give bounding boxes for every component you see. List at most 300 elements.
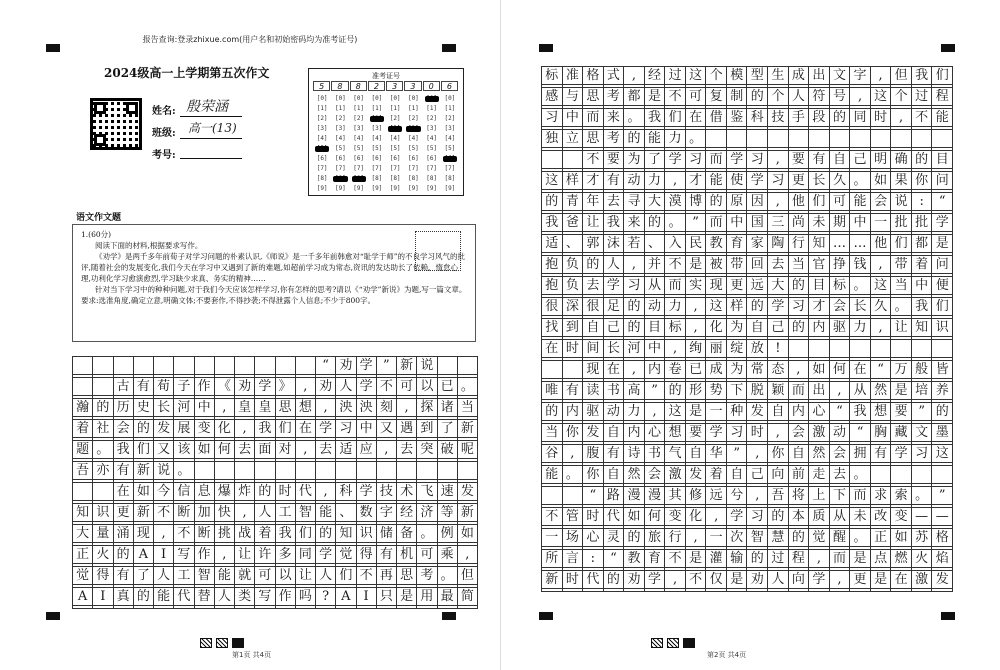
exam-id-bubble: [9] <box>426 185 438 192</box>
essay-grid-cell: 吾 <box>768 487 789 505</box>
exam-id-bubble: [6] <box>407 155 419 162</box>
essay-grid-row-gap <box>93 606 113 609</box>
essay-grid-cell: 不 <box>583 151 604 169</box>
essay-grid-cell: 经 <box>397 504 417 522</box>
essay-grid-cell: 发 <box>583 424 604 442</box>
exam-id-bubble: [5] <box>371 145 383 152</box>
essay-grid-cell: “ <box>316 357 336 375</box>
essay-grid-cell <box>276 357 296 375</box>
essay-grid-cell: 代 <box>296 483 316 501</box>
exam-id-bubble: [5] <box>444 145 456 152</box>
essay-grid-cell: 式 <box>604 67 625 85</box>
page-number: 第1页 共4页 <box>232 651 272 659</box>
essay-grid-cell: 皇 <box>235 399 255 417</box>
essay-grid-cell: “ <box>850 424 871 442</box>
essay-grid-cell: 就 <box>235 567 255 585</box>
essay-grid-cell: 泱 <box>357 399 377 417</box>
essay-grid-cell: : <box>912 193 933 211</box>
essay-grid-cell: 过 <box>665 67 686 85</box>
essay-grid-row-gap <box>296 606 316 609</box>
essay-grid-cell: 、 <box>563 235 584 253</box>
essay-grid-cell: 作 <box>195 378 215 396</box>
essay-grid-cell: 。 <box>438 567 458 585</box>
essay-grid-cell: 思 <box>583 88 604 106</box>
essay-grid-cell: 万 <box>891 361 912 379</box>
essay-grid-cell: , <box>624 361 645 379</box>
essay-grid-cell: 向 <box>768 466 789 484</box>
essay-grid-cell: 对 <box>276 441 296 459</box>
exam-id-bubble: [8] <box>353 175 365 182</box>
exam-id-bubbles <box>313 94 459 194</box>
essay-grid-row-gap <box>604 589 625 592</box>
essay-grid-cell: 有 <box>604 172 625 190</box>
essay-grid-cell: 瀚 <box>73 399 93 417</box>
exam-id-bubble: [2] <box>316 115 328 122</box>
essay-grid-cell: 劝 <box>336 357 356 375</box>
essay-grid-cell: 批 <box>912 214 933 232</box>
essay-grid-cell: “ <box>604 550 625 568</box>
essay-grid-cell: 考 <box>604 88 625 106</box>
essay-grid-cell: 大 <box>645 193 666 211</box>
essay-grid-cell: 信 <box>174 483 194 501</box>
essay-grid-cell: 态 <box>768 361 789 379</box>
essay-grid-cell: 原 <box>727 193 748 211</box>
exam-id-digit: 8 <box>331 81 348 91</box>
essay-grid-row-gap <box>624 589 645 592</box>
essay-grid-cell: ” <box>645 382 666 400</box>
essay-grid-cell: 是 <box>871 571 892 589</box>
essay-grid-cell: 在 <box>296 420 316 438</box>
essay-grid-cell: 一 <box>706 403 727 421</box>
essay-grid-cell: 知 <box>809 235 830 253</box>
essay-grid-cell: 。 <box>93 441 113 459</box>
essay-grid-cell: 亦 <box>93 462 113 480</box>
essay-grid-cell: 多 <box>276 546 296 564</box>
essay-grid-cell: 想 <box>665 424 686 442</box>
essay-grid-cell: 该 <box>174 441 194 459</box>
essay-grid-row-gap <box>397 606 417 609</box>
essay-grid-cell: A <box>73 588 93 606</box>
essay-grid-cell: 远 <box>747 277 768 295</box>
essay-grid-row-gap <box>235 606 255 609</box>
essay-grid-cell: 不 <box>542 508 563 526</box>
essay-grid-cell: 格 <box>583 67 604 85</box>
essay-grid-cell: 不 <box>686 571 707 589</box>
essay-grid-cell: 让 <box>296 567 316 585</box>
essay-grid-cell: 如 <box>809 361 830 379</box>
essay-grid-cell: 能 <box>645 130 666 148</box>
essay-grid-cell: , <box>215 399 235 417</box>
essay-grid-cell: 。 <box>891 298 912 316</box>
essay-grid-cell <box>850 130 871 148</box>
exam-id-bubble: [6] <box>389 155 401 162</box>
essay-grid-cell: 会 <box>871 193 892 211</box>
essay-grid-cell: 代 <box>604 508 625 526</box>
essay-grid-cell: 次 <box>727 529 748 547</box>
essay-grid-cell <box>747 130 768 148</box>
exam-id-bubble: [3] <box>353 125 365 132</box>
essay-grid-cell: 当 <box>789 256 810 274</box>
essay-grid-cell <box>563 487 584 505</box>
essay-grid-cell: ” <box>932 487 953 505</box>
essay-grid-cell: 们 <box>276 420 296 438</box>
essay-grid-cell: 更 <box>114 504 134 522</box>
essay-grid-cell: , <box>154 525 174 543</box>
essay-grid-cell: 去 <box>316 441 336 459</box>
essay-grid-cell: 去 <box>830 466 851 484</box>
essay-grid-cell: 发 <box>154 420 174 438</box>
essay-grid-cell: 驱 <box>583 403 604 421</box>
essay-grid-cell: 为 <box>727 319 748 337</box>
essay-grid-cell: 育 <box>727 235 748 253</box>
essay-grid-cell: 学 <box>255 378 275 396</box>
essay-grid-cell: 备 <box>397 525 417 543</box>
essay-grid-cell: 准 <box>563 67 584 85</box>
essay-grid-cell <box>789 340 810 358</box>
essay-grid-cell: 适 <box>336 441 356 459</box>
essay-grid-cell: 。 <box>174 462 194 480</box>
exam-id-bubble: [2] <box>444 115 456 122</box>
essay-grid-cell: 程 <box>789 550 810 568</box>
essay-grid-cell: 字 <box>850 67 871 85</box>
essay-grid-cell: 如 <box>624 508 645 526</box>
essay-grid-cell <box>276 462 296 480</box>
essay-grid-cell: 深 <box>563 298 584 316</box>
essay-grid-cell: 是 <box>891 382 912 400</box>
essay-grid-cell: 习 <box>727 424 748 442</box>
essay-grid-cell: 加 <box>195 504 215 522</box>
essay-grid-cell: 气 <box>665 445 686 463</box>
essay-grid-cell: 目 <box>809 277 830 295</box>
prompt-line-1: 阅读下面的材料,根据要求写作。 <box>95 241 203 250</box>
name-underline <box>180 116 242 117</box>
essay-grid-row-gap <box>789 589 810 592</box>
exam-id-bubble: [5] <box>353 145 365 152</box>
essay-grid-cell: 火 <box>912 550 933 568</box>
essay-grid-cell: 到 <box>563 319 584 337</box>
essay-grid-cell: … <box>830 235 851 253</box>
essay-grid-cell: 成 <box>706 361 727 379</box>
essay-grid-cell: 言 <box>563 550 584 568</box>
page-mark-boxes <box>200 638 244 648</box>
essay-grid-cell: 学 <box>768 298 789 316</box>
essay-grid-row-gap <box>563 589 584 592</box>
essay-grid-cell <box>438 357 458 375</box>
essay-grid-cell: 改 <box>871 508 892 526</box>
essay-grid-cell: 才 <box>583 172 604 190</box>
exam-id-digit: 5 <box>313 81 330 91</box>
essay-grid-cell: 现 <box>706 277 727 295</box>
essay-grid-cell: 拥 <box>850 445 871 463</box>
essay-grid-cell: 智 <box>296 504 316 522</box>
essay-grid-cell: 远 <box>706 487 727 505</box>
exam-id-bubble: [7] <box>353 165 365 172</box>
essay-grid-cell: 何 <box>645 508 666 526</box>
exam-id-bubble: [8] <box>407 175 419 182</box>
essay-grid-cell: 。 <box>665 214 686 232</box>
exam-id-bubble: [6] <box>353 155 365 162</box>
essay-grid-cell: , <box>686 319 707 337</box>
essay-grid-cell: , <box>686 298 707 316</box>
essay-grid-cell: 如 <box>195 441 215 459</box>
essay-grid-cell: 的 <box>624 298 645 316</box>
essay-grid-cell: 是 <box>645 88 666 106</box>
essay-grid-cell: 。 <box>912 487 933 505</box>
essay-grid-cell: 养 <box>932 382 953 400</box>
essay-grid-cell: 抱 <box>542 277 563 295</box>
essay-grid-cell: 觉 <box>73 567 93 585</box>
essay-grid-cell: 们 <box>809 193 830 211</box>
essay-grid-cell: 要 <box>686 424 707 442</box>
exam-id-bubble: [7] <box>444 165 456 172</box>
essay-grid-cell: 学 <box>727 151 748 169</box>
essay-grid-cell: 一 <box>542 529 563 547</box>
exam-id-bubble: [1] <box>407 105 419 112</box>
essay-grid-cell: 的 <box>583 256 604 274</box>
exam-id-bubble: [3] <box>444 125 456 132</box>
exam-id-bubble: [6] <box>334 155 346 162</box>
essay-grid-cell: 自 <box>604 424 625 442</box>
essay-grid-cell: 着 <box>706 466 727 484</box>
essay-grid-cell: 借 <box>706 109 727 127</box>
essay-grid-cell: 种 <box>727 403 748 421</box>
exam-id-bubble: [5] <box>426 145 438 152</box>
essay-grid-cell: “ <box>830 403 851 421</box>
essay-grid-cell: “ <box>583 487 604 505</box>
essay-grid-cell: 郭 <box>583 235 604 253</box>
essay-grid-cell: 中 <box>195 399 215 417</box>
essay-grid-cell: 间 <box>583 340 604 358</box>
essay-grid-cell <box>174 357 194 375</box>
essay-grid-cell <box>542 487 563 505</box>
exam-id-bubble: [4] <box>316 135 328 142</box>
essay-grid-cell: 人 <box>154 567 174 585</box>
essay-grid-cell: 机 <box>397 546 417 564</box>
essay-grid-cell: 会 <box>789 424 810 442</box>
essay-grid-cell: 而 <box>789 382 810 400</box>
alignment-mark <box>941 44 955 52</box>
essay-grid-cell: 断 <box>195 525 215 543</box>
essay-grid-cell: 吾 <box>73 462 93 480</box>
essay-grid-cell: 的 <box>789 277 810 295</box>
exam-id-bubble: [0] <box>426 95 438 102</box>
essay-grid-cell <box>932 130 953 148</box>
essay-grid-cell: 的 <box>624 319 645 337</box>
answer-sheet-page-2 <box>500 0 1000 670</box>
essay-grid-cell: 从 <box>850 382 871 400</box>
essay-grid-cell: 点 <box>871 550 892 568</box>
exam-id-bubble: [7] <box>371 165 383 172</box>
essay-grid-cell: 我 <box>850 403 871 421</box>
essay-grid-cell: 这 <box>686 67 707 85</box>
essay-grid-cell: 为 <box>624 151 645 169</box>
exam-id-bubble: [6] <box>316 155 328 162</box>
essay-grid-cell: 只 <box>377 588 397 606</box>
essay-grid-cell: 最 <box>438 588 458 606</box>
essay-grid-cell: 已 <box>686 361 707 379</box>
exam-id-bubble: [2] <box>371 115 383 122</box>
essay-grid-cell: 你 <box>768 445 789 463</box>
essay-grid-cell: 如 <box>871 172 892 190</box>
essay-grid-cell: 发 <box>686 466 707 484</box>
essay-grid-cell: 的 <box>747 550 768 568</box>
exam-id-bubble: [7] <box>407 165 419 172</box>
essay-grid-cell <box>73 378 93 396</box>
essay-grid-cell: 诗 <box>624 445 645 463</box>
essay-grid-cell: , <box>686 529 707 547</box>
essay-grid-cell: 去 <box>235 441 255 459</box>
essay-grid-cell: I <box>154 546 174 564</box>
essay-grid-cell: 习 <box>686 151 707 169</box>
essay-grid-cell: 带 <box>891 256 912 274</box>
essay-grid-cell: 在 <box>114 483 134 501</box>
essay-grid-cell: 时 <box>563 571 584 589</box>
essay-grid-cell: 济 <box>417 504 437 522</box>
essay-grid-cell: 很 <box>583 298 604 316</box>
essay-grid-cell: 。 <box>417 525 437 543</box>
essay-grid-cell: ” <box>912 403 933 421</box>
essay-grid-cell: 想 <box>296 399 316 417</box>
essay-grid-cell: 己 <box>850 151 871 169</box>
essay-grid-cell: 个 <box>891 88 912 106</box>
essay-grid-cell: 变 <box>195 420 215 438</box>
essay-grid-cell <box>134 357 154 375</box>
essay-grid-cell: 有 <box>114 567 134 585</box>
essay-grid-cell: , <box>665 571 686 589</box>
essay-grid-cell: 带 <box>727 256 748 274</box>
essay-grid-cell: 官 <box>809 256 830 274</box>
essay-grid-cell <box>336 462 356 480</box>
essay-grid-cell: 劝 <box>624 571 645 589</box>
essay-grid-cell: 的 <box>912 151 933 169</box>
essay-grid-cell: 习 <box>624 277 645 295</box>
essay-grid-cell: , <box>768 193 789 211</box>
essay-grid-cell: 子 <box>174 378 194 396</box>
prompt-line-3: 针对当下学习中的种种问题,对于我们今天应该怎样学习,你有怎样的思考?请以《“劝学”新说》为题,写一篇文章。 <box>95 285 467 294</box>
essay-grid-cell: 才 <box>686 172 707 190</box>
essay-grid-cell: 书 <box>604 382 625 400</box>
essay-grid-cell: 前 <box>789 466 810 484</box>
essay-grid-row-gap <box>154 606 174 609</box>
essay-grid-cell: 古 <box>114 378 134 396</box>
essay-grid-cell: 若 <box>624 235 645 253</box>
essay-grid-cell: 读 <box>583 382 604 400</box>
essay-grid-cell: 不 <box>174 525 194 543</box>
exam-id-bubble: [2] <box>426 115 438 122</box>
essay-grid-cell: 行 <box>665 529 686 547</box>
essay-grid-right <box>541 66 953 592</box>
exam-id-bubble: [4] <box>371 135 383 142</box>
essay-grid-cell: 了 <box>438 420 458 438</box>
essay-grid-cell: 格 <box>932 529 953 547</box>
essay-grid-cell: 作 <box>195 546 215 564</box>
essay-grid-cell: , <box>624 67 645 85</box>
essay-grid-cell: 的 <box>134 588 154 606</box>
exam-id-digit: 0 <box>423 81 440 91</box>
essay-grid-cell: 焰 <box>932 550 953 568</box>
essay-grid-cell: 而 <box>830 550 851 568</box>
essay-grid-cell: 的 <box>604 571 625 589</box>
essay-grid-cell: 激 <box>912 571 933 589</box>
essay-grid-cell: 时 <box>747 424 768 442</box>
essay-grid-cell: 我 <box>645 109 666 127</box>
essay-grid-cell: 自 <box>686 445 707 463</box>
essay-grid-row-gap <box>542 589 563 592</box>
essay-grid-cell: 漫 <box>645 487 666 505</box>
essay-grid-cell: 。 <box>850 172 871 190</box>
essay-grid-cell: 诸 <box>438 399 458 417</box>
essay-grid-cell: 绽 <box>727 340 748 358</box>
essay-grid-cell: 、 <box>336 504 356 522</box>
essay-grid-cell: 教 <box>706 235 727 253</box>
essay-grid-cell: 动 <box>624 172 645 190</box>
essay-grid-cell: , <box>747 487 768 505</box>
essay-grid-cell: 会 <box>645 466 666 484</box>
essay-grid-cell: 新 <box>458 420 478 438</box>
essay-grid-cell: 有 <box>604 445 625 463</box>
essay-grid-cell: 让 <box>235 546 255 564</box>
essay-grid-cell: 苏 <box>912 529 933 547</box>
essay-grid-cell: 是 <box>397 588 417 606</box>
essay-grid-cell: 有 <box>377 546 397 564</box>
exam-id-bubble: [0] <box>444 95 456 102</box>
exam-id-box <box>308 68 464 196</box>
essay-grid-cell <box>727 130 748 148</box>
essay-grid-cell: 爆 <box>215 483 235 501</box>
essay-grid-cell: 他 <box>871 235 892 253</box>
essay-grid-cell: 代 <box>583 571 604 589</box>
exam-id-bubble: [2] <box>407 115 419 122</box>
essay-grid-cell <box>195 357 215 375</box>
essay-grid-cell: 我 <box>255 420 275 438</box>
exam-id-bubble: [2] <box>389 115 401 122</box>
essay-grid-cell: 丽 <box>706 340 727 358</box>
essay-grid-cell: 我 <box>542 214 563 232</box>
essay-grid-cell: 储 <box>377 525 397 543</box>
essay-grid-cell <box>417 462 437 480</box>
essay-grid-cell: 人 <box>336 378 356 396</box>
essay-grid-cell: 而 <box>706 214 727 232</box>
essay-grid-cell: 是 <box>727 571 748 589</box>
essay-grid-cell: 胸 <box>871 424 892 442</box>
exam-id-bubble: [0] <box>407 95 419 102</box>
exam-id-bubble: [6] <box>371 155 383 162</box>
essay-grid-cell: 识 <box>932 319 953 337</box>
exam-id-bubble: [3] <box>316 125 328 132</box>
essay-grid-cell: 行 <box>789 235 810 253</box>
essay-grid-cell: 我 <box>912 298 933 316</box>
page-number: 第2页 共4页 <box>707 651 747 659</box>
essay-grid-cell: 更 <box>789 172 810 190</box>
exam-id-bubble: [7] <box>334 165 346 172</box>
essay-grid-cell: 陶 <box>768 235 789 253</box>
essay-grid-cell: 自 <box>727 466 748 484</box>
essay-grid-cell: 社 <box>93 420 113 438</box>
essay-grid-cell: 明 <box>871 151 892 169</box>
essay-grid-cell: 书 <box>645 445 666 463</box>
exam-id-bubble: [1] <box>389 105 401 112</box>
essay-grid-cell: 面 <box>255 441 275 459</box>
essay-grid-cell: 劝 <box>235 378 255 396</box>
alignment-mark <box>539 44 553 52</box>
essay-grid-cell: 去 <box>604 193 625 211</box>
essay-grid-cell: 而 <box>583 109 604 127</box>
essay-grid-cell: 新 <box>134 504 154 522</box>
student-class: 高一(13) <box>188 121 237 135</box>
essay-grid-cell: 久 <box>830 172 851 190</box>
essay-grid-cell: 的 <box>747 88 768 106</box>
essay-grid-cell: 写 <box>255 588 275 606</box>
